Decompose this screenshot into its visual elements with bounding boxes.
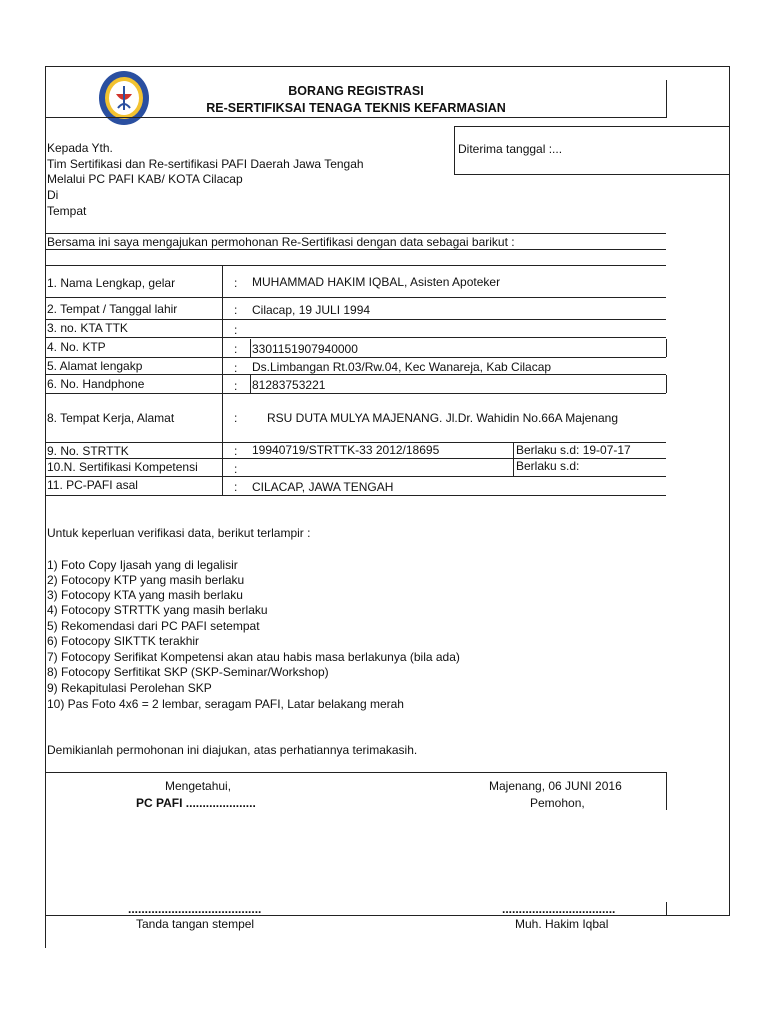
field-label-ktp: 4. No. KTP bbox=[47, 340, 106, 354]
intro-bottom-rule bbox=[45, 249, 666, 250]
signature-right-name: Muh. Hakim Iqbal bbox=[515, 917, 609, 931]
closing-rule bbox=[45, 772, 666, 773]
colon: : bbox=[234, 276, 238, 290]
received-box-left bbox=[454, 126, 455, 174]
signature-left-heading: Mengetahui, bbox=[165, 779, 232, 793]
received-label: Diterima tanggal :... bbox=[458, 142, 563, 156]
field-label-phone: 6. No. Handphone bbox=[47, 377, 145, 391]
colon: : bbox=[234, 342, 238, 356]
field-value-name: MUHAMMAD HAKIM IQBAL, Asisten Apoteker bbox=[252, 275, 501, 289]
field-label-name: 1. Nama Lengkap, gelar bbox=[47, 276, 176, 290]
field-value-phone: 81283753221 bbox=[252, 378, 326, 392]
frame-left bbox=[45, 66, 46, 948]
title-bottom-rule bbox=[45, 117, 667, 118]
signature-bottom-rule bbox=[45, 915, 729, 916]
field-label-strttk: 9. No. STRTTK bbox=[47, 444, 129, 458]
field-value-pc-pafi: CILACAP, JAWA TENGAH bbox=[252, 480, 394, 494]
address-line: Di bbox=[47, 188, 59, 202]
row-rule bbox=[45, 319, 666, 320]
attachment-item: 10) Pas Foto 4x6 = 2 lembar, seragam PAFI, Latar belakang merah bbox=[47, 697, 404, 711]
signature-place-date: Majenang, 06 JUNI 2016 bbox=[489, 779, 622, 793]
signature-right-rule bbox=[666, 772, 667, 810]
attachment-item: 5) Rekomendasi dari PC PAFI setempat bbox=[47, 619, 260, 633]
row-rule bbox=[45, 374, 666, 375]
signature-left-caption: Tanda tangan stempel bbox=[136, 917, 255, 931]
attachment-item: 2) Fotocopy KTP yang masih berlaku bbox=[47, 573, 245, 587]
field-label-workplace: 8. Tempat Kerja, Alamat bbox=[47, 411, 175, 425]
field-label-kta: 3. no. KTA TTK bbox=[47, 321, 128, 335]
value-box-right bbox=[666, 375, 667, 393]
title-right-rule bbox=[666, 80, 667, 118]
value-box-left bbox=[250, 375, 251, 393]
attachment-item: 1) Foto Copy Ijasah yang di legalisir bbox=[47, 558, 238, 572]
signature-right-tick bbox=[666, 902, 667, 916]
colon: : bbox=[234, 379, 238, 393]
field-label-pc-pafi: 11. PC-PAFI asal bbox=[47, 478, 138, 492]
row-rule bbox=[45, 476, 666, 477]
valid-col-divider bbox=[513, 442, 514, 477]
address-line: Kepada Yth. bbox=[47, 141, 113, 155]
value-box-right bbox=[666, 339, 667, 357]
row-rule bbox=[45, 393, 666, 394]
attachment-item: 9) Rekapitulasi Perolehan SKP bbox=[47, 681, 212, 695]
signature-right-heading: Pemohon, bbox=[530, 796, 585, 810]
attachment-item: 8) Fotocopy Serfitikat SKP (SKP-Seminar/Workshop) bbox=[47, 665, 329, 679]
field-value-strttk: 19940719/STRTTK-33 2012/18695 bbox=[252, 443, 440, 457]
form-title: BORANG REGISTRASI bbox=[288, 84, 424, 98]
row-rule bbox=[45, 297, 666, 298]
colon: : bbox=[234, 323, 238, 337]
field-value-workplace: RSU DUTA MULYA MAJENANG. Jl.Dr. Wahidin No.66A Majenang bbox=[267, 411, 619, 425]
row-rule bbox=[45, 337, 666, 338]
field-value-birth: Cilacap, 19 JULI 1994 bbox=[252, 303, 371, 317]
field-label-birth: 2. Tempat / Tanggal lahir bbox=[47, 302, 178, 316]
table-top-rule bbox=[45, 265, 666, 266]
field-value-ktp: 3301151907940000 bbox=[252, 342, 358, 356]
colon: : bbox=[234, 480, 238, 494]
signature-left-org: PC PAFI ..................... bbox=[136, 796, 256, 810]
closing-text: Demikianlah permohonan ini diajukan, atas perhatiannya terimakasih. bbox=[47, 743, 418, 757]
competency-valid-until: Berlaku s.d: bbox=[516, 459, 580, 473]
strttk-valid-until: Berlaku s.d: 19-07-17 bbox=[516, 443, 631, 457]
received-box-bottom bbox=[454, 174, 729, 175]
value-box-left bbox=[250, 339, 251, 357]
field-value-address: Ds.Limbangan Rt.03/Rw.04, Kec Wanareja, Kab Cilacap bbox=[252, 360, 552, 374]
frame-top bbox=[45, 66, 729, 67]
form-subtitle: RE-SERTIFIKSAI TENAGA TEKNIS KEFARMASIAN bbox=[206, 101, 506, 115]
table-col-divider bbox=[222, 265, 223, 495]
attachments-intro: Untuk keperluan verifikasi data, berikut terlampir : bbox=[47, 526, 311, 540]
colon: : bbox=[234, 361, 238, 375]
table-bottom-rule bbox=[45, 495, 666, 496]
colon: : bbox=[234, 303, 238, 317]
intro-top-rule bbox=[45, 233, 666, 234]
signature-left-line: ........................................ bbox=[128, 902, 262, 916]
row-rule bbox=[45, 357, 666, 358]
attachment-item: 4) Fotocopy STRTTK yang masih berlaku bbox=[47, 603, 268, 617]
attachment-item: 3) Fotocopy KTA yang masih berlaku bbox=[47, 588, 243, 602]
address-line: Tempat bbox=[47, 204, 87, 218]
address-line: Tim Sertifikasi dan Re-sertifikasi PAFI Daerah Jawa Tengah bbox=[47, 157, 364, 171]
intro-text: Bersama ini saya mengajukan permohonan Re-Sertifikasi dengan data sebagai barikut : bbox=[47, 235, 515, 249]
field-label-competency: 10.N. Sertifikasi Kompetensi bbox=[47, 460, 198, 474]
address-line: Melalui PC PAFI KAB/ KOTA Cilacap bbox=[47, 172, 243, 186]
attachment-item: 6) Fotocopy SIKTTK terakhir bbox=[47, 634, 200, 648]
colon: : bbox=[234, 462, 238, 476]
received-box-top bbox=[454, 126, 729, 127]
colon: : bbox=[234, 411, 238, 425]
signature-right-line: .................................. bbox=[502, 902, 616, 916]
colon: : bbox=[234, 444, 238, 458]
attachment-item: 7) Fotocopy Serifikat Kompetensi akan atau habis masa berlakunya (bila ada) bbox=[47, 650, 460, 664]
frame-right bbox=[729, 66, 730, 916]
field-label-address: 5. Alamat lengakp bbox=[47, 359, 143, 373]
